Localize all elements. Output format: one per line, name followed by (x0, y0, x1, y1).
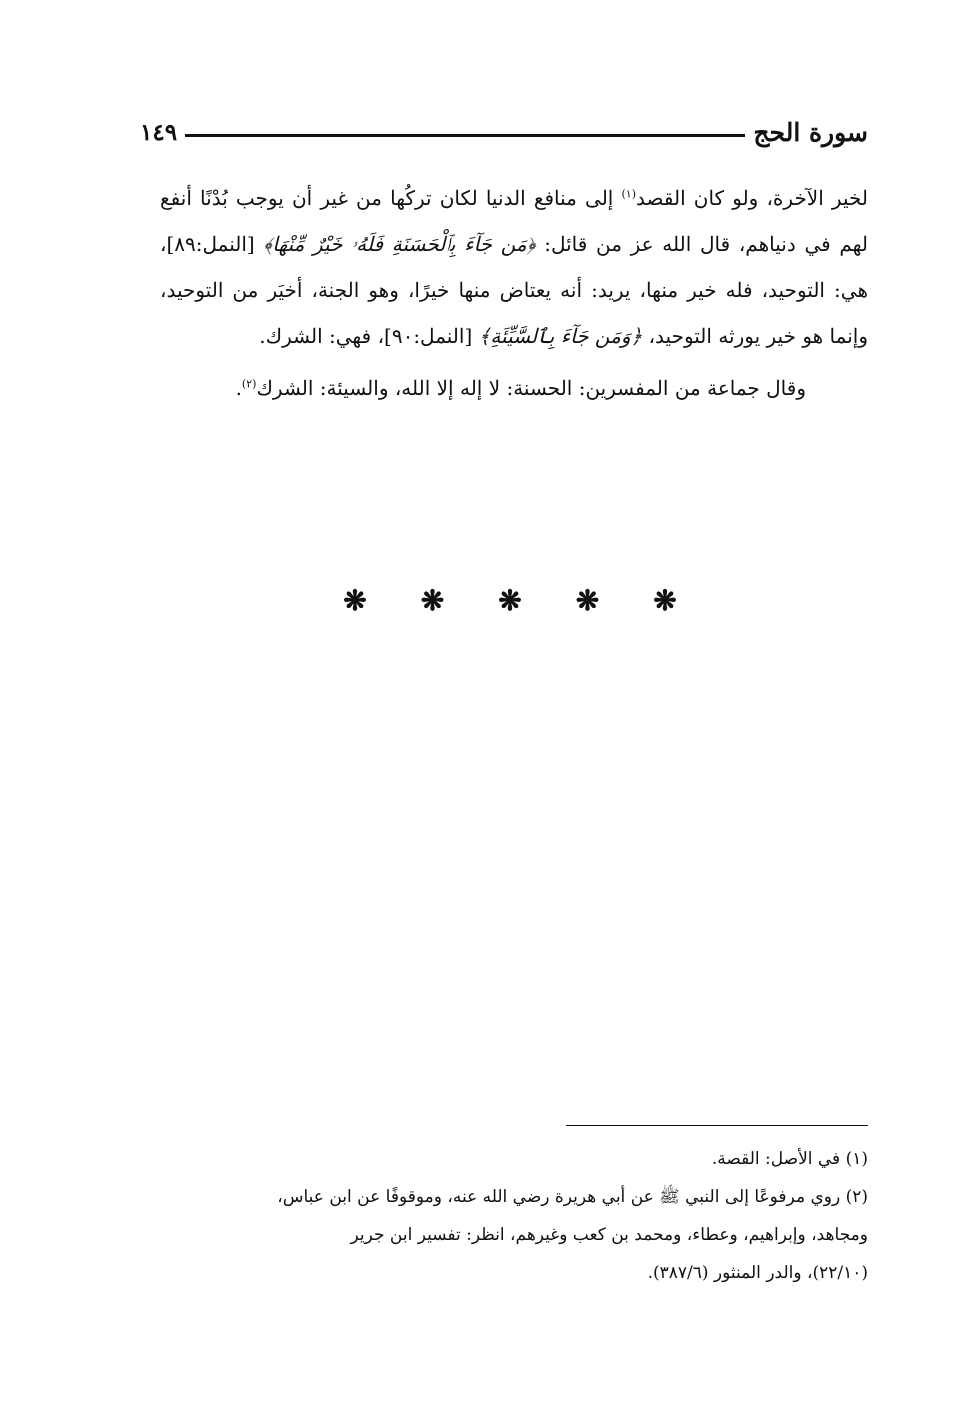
paragraph-1 (160, 175, 868, 359)
footnote-2-line-2: ومجاهد، وإبراهيم، وعطاء، ومحمد بن كعب وغيرهم، انظر: تفسير ابن جرير (350, 1225, 868, 1245)
footnote-1: (١) في الأصل: القصة. (711, 1149, 868, 1169)
asterism-star: ❋ (498, 583, 522, 617)
footnote-2-line-3: (٢٢/١٠)، والدر المنثور (٣٨٧/٦). (647, 1263, 868, 1283)
footnotes (160, 1140, 868, 1292)
text-run: إلى منافع الدنيا لكان تركُها من غير أن يوجب بُدْنًا أنفع لهم في دنياهم، قال الله عز من قائل: (160, 186, 868, 256)
quran-verse-2: ﴿وَمَن جَآءَ بِٱلسَّيِّئَةِ﴾ (478, 324, 643, 348)
text-run: [النمل:٩٠]، فهي: الشرك. (259, 324, 479, 348)
asterism-star: ❋ (653, 583, 677, 617)
footnote-2-line-1: (٢) روي مرفوعًا إلى النبي ﷺ عن أبي هريرة رضي الله عنه، وموقوفًا عن ابن عباس، (277, 1187, 868, 1207)
text-run: وقال جماعة من المفسرين: الحسنة: لا إله إلا الله، والسيئة: الشرك (256, 376, 806, 400)
text-run: . (235, 376, 242, 400)
page-number: ١٤٩ (140, 118, 178, 146)
section-separator (340, 580, 680, 620)
asterism-star: ❋ (420, 583, 445, 617)
quran-verse-1: ﴿مَن جَآءَ بِٱلْحَسَنَةِ فَلَهُۥ خَيْرٌ مِّنْهَا﴾ (263, 232, 536, 256)
text-run: لخير الآخرة، ولو كان القصد (636, 186, 869, 210)
header-rule (185, 134, 745, 137)
main-text (160, 175, 868, 411)
surah-title: سورة الحج (753, 117, 868, 147)
paragraph-2 (160, 365, 868, 411)
text-run: [النمل:٨٩]، هي: التوحيد، فله خير منها، يريد: أنه يعتاض منها خيرًا، وهو الجنة، أخيَر من التوحيد، وإنما هو خير يورثه التوحيد، (160, 232, 868, 348)
running-header (140, 112, 868, 152)
footnote-rule (566, 1125, 868, 1126)
asterism-star: ❋ (343, 583, 367, 617)
asterism-star: ❋ (575, 583, 600, 617)
footnote-ref-2: (٢) (241, 377, 257, 391)
footnote-ref-1: (١) (621, 187, 637, 201)
